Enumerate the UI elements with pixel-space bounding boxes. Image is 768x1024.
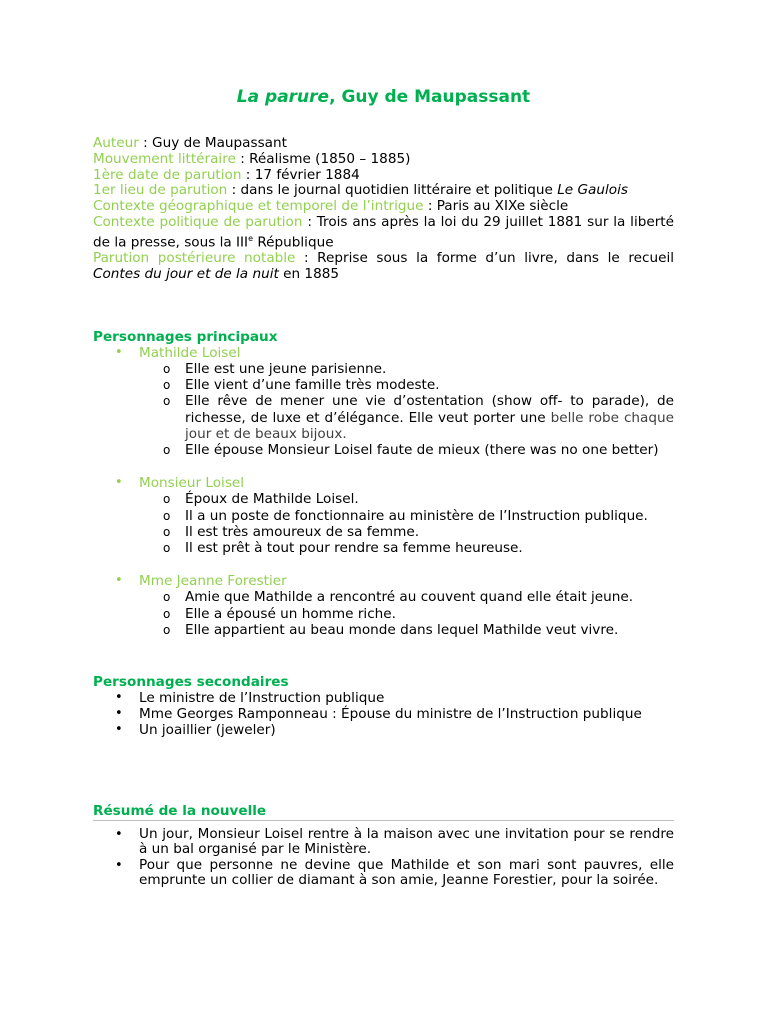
loisel-traits [139, 491, 674, 556]
list-item [139, 589, 674, 605]
meta-label: 1ère date de parution [93, 166, 242, 183]
bullet-icon: • [115, 573, 123, 589]
character-name: Mme Jeanne Forestier [139, 573, 287, 590]
title-rest: , Guy de Maupassant [329, 87, 531, 107]
hollow-bullet-icon: o [163, 394, 171, 409]
meta-value-end: République [253, 234, 334, 251]
character-name: Mathilde Loisel [139, 344, 241, 361]
list-item [139, 491, 674, 507]
list-item-text: Amie que Mathilde a rencontré au couvent quand elle était jeune. [185, 589, 634, 606]
bullet-icon: • [115, 475, 123, 491]
resume-list [93, 827, 674, 889]
list-item-text: Elle appartient au beau monde dans lequel Mathilde veut vivre. [185, 621, 619, 638]
forestier-traits [139, 589, 674, 638]
list-item [139, 622, 674, 638]
secondaires-list [93, 690, 674, 739]
meta-label: Auteur [93, 135, 139, 151]
meta-value: : Trois ans après la loi du 29 juillet 1881 sur la liberté de la presse, sous la III [93, 213, 674, 251]
list-item [93, 827, 674, 858]
hollow-bullet-icon: o [163, 524, 171, 539]
meta-posterieure [93, 251, 674, 283]
heading-personnages-secondaires: Personnages secondaires [93, 673, 289, 690]
mathilde-traits [139, 361, 674, 458]
list-item-text: Elle épouse Monsieur Loisel faute de mieux (there was no one better) [185, 441, 659, 458]
bullet-icon: • [115, 706, 123, 722]
hollow-bullet-icon: o [163, 361, 171, 376]
bullet-icon: • [115, 344, 123, 360]
list-item [93, 722, 674, 738]
hollow-bullet-icon: o [163, 508, 171, 523]
meta-italic: Contes du jour et de la nuit [93, 265, 279, 282]
list-item-text-grey: chaque jour et de beaux bijoux. [185, 409, 674, 442]
meta-contexte-pol [93, 215, 674, 251]
bullet-icon: • [115, 689, 123, 705]
list-item [139, 377, 674, 393]
metadata-block [93, 136, 674, 283]
hollow-bullet-icon: o [163, 540, 171, 555]
list-item-text: Elle rêve de mener une vie d’ostentation (show off- to parade), de richesse, de luxe et d’élégance. Elle veut porter une [185, 393, 674, 426]
list-item-text: Époux de Mathilde Loisel. [185, 491, 359, 508]
list-item [93, 706, 674, 722]
list-item [139, 442, 674, 458]
meta-label: Contexte géographique et temporel de l’intrigue [93, 198, 424, 215]
bullet-icon: • [115, 826, 123, 842]
character-name: Monsieur Loisel [139, 475, 245, 492]
meta-mouvement [93, 152, 674, 168]
meta-label: 1er lieu de parution [93, 182, 228, 199]
meta-value: : dans le journal quotidien littéraire et politique [227, 182, 558, 199]
hollow-bullet-icon: o [163, 606, 171, 621]
hollow-bullet-icon: o [163, 492, 171, 507]
list-item [139, 508, 674, 524]
list-item-text-grey: belle robe [550, 409, 620, 426]
character-mathilde [93, 345, 674, 458]
meta-value: : Paris au XIXe siècle [423, 198, 569, 215]
principaux-list [93, 345, 674, 638]
title-italic: La parure [236, 87, 330, 107]
heading-resume: Résumé de la nouvelle [93, 803, 674, 821]
meta-value: : Réalisme (1850 – 1885) [235, 150, 411, 167]
list-item-text: Elle est une jeune parisienne. [185, 360, 387, 377]
document-title [93, 85, 674, 109]
meta-label: Parution postérieure notable [93, 250, 296, 267]
list-item-text: Il est prêt à tout pour rendre sa femme heureuse. [185, 539, 523, 556]
meta-auteur [93, 136, 674, 152]
list-item-text: Un joaillier (jeweler) [139, 722, 276, 739]
meta-value-end: en 1885 [278, 265, 340, 282]
hollow-bullet-icon: o [163, 590, 171, 605]
character-loisel [93, 475, 674, 556]
hollow-bullet-icon: o [163, 378, 171, 393]
hollow-bullet-icon: o [163, 442, 171, 457]
list-item [139, 606, 674, 622]
meta-date [93, 168, 674, 184]
list-item [93, 858, 674, 889]
heading-personnages-principaux: Personnages principaux [93, 328, 278, 345]
list-item [139, 524, 674, 540]
document-page [93, 85, 674, 889]
meta-lieu [93, 183, 674, 199]
meta-label: Contexte politique de parution [93, 213, 303, 230]
meta-italic: Le Gaulois [557, 182, 628, 199]
list-item-text: Il est très amoureux de sa femme. [185, 523, 420, 540]
list-item-text: Elle vient d’une famille très modeste. [185, 377, 440, 394]
list-item [139, 540, 674, 556]
list-item [139, 361, 674, 377]
meta-superscript: e [248, 233, 253, 243]
list-item-text: Un jour, Monsieur Loisel rentre à la maison avec une invitation pour se rendre à un bal organisé par le Ministère. [139, 825, 674, 858]
meta-value: : Guy de Maupassant [138, 135, 287, 151]
list-item [139, 393, 674, 442]
list-item-text: Il a un poste de fonctionnaire au ministère de l’Instruction publique. [185, 507, 648, 524]
list-item-text: Le ministre de l’Instruction publique [139, 689, 385, 706]
list-item-text: Mme Georges Ramponneau : Épouse du ministre de l’Instruction publique [139, 706, 642, 723]
character-forestier [93, 573, 674, 638]
list-item-text: Pour que personne ne devine que Mathilde et son mari sont pauvres, elle emprunte un collier de diamant à son amie, Jeanne Forestier, pour la soirée. [139, 856, 674, 889]
meta-contexte-geo [93, 199, 674, 215]
bullet-icon: • [115, 722, 123, 738]
hollow-bullet-icon: o [163, 622, 171, 637]
bullet-icon: • [115, 857, 123, 873]
meta-label: Mouvement littéraire [93, 150, 236, 167]
meta-value: : 17 février 1884 [241, 166, 360, 183]
list-item [93, 690, 674, 706]
list-item-text: Elle a épousé un homme riche. [185, 605, 396, 622]
meta-value: : Reprise sous la forme d’un livre, dans le recueil [295, 250, 674, 267]
